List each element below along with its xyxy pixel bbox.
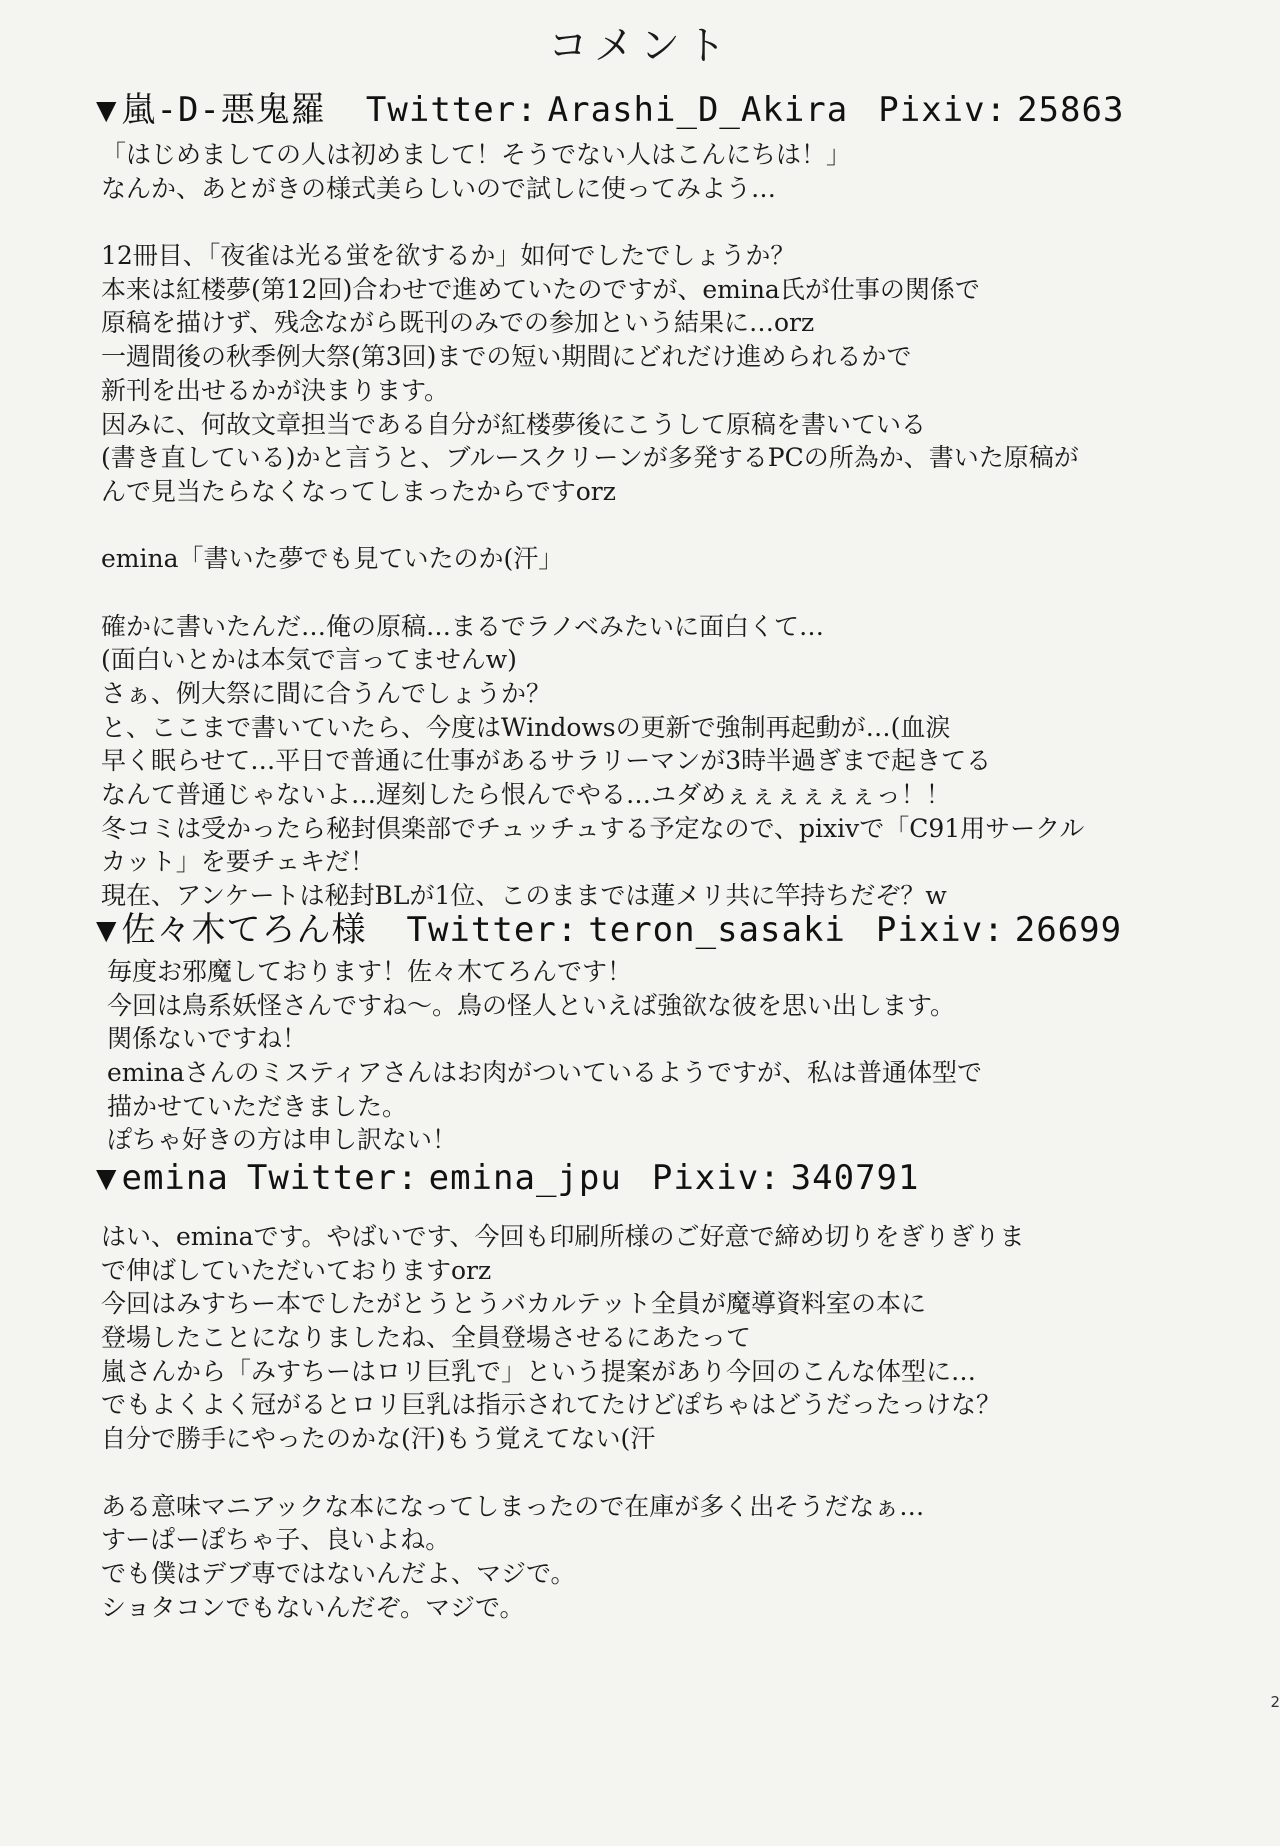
comment-line: 自分で勝手にやったのかな(汗)もう覚えてない(汗 — [101, 1424, 656, 1454]
pixiv-label: Pixiv: — [878, 90, 1008, 130]
comment-line: で伸ばしていただいておりますorz — [101, 1255, 492, 1285]
twitter-label: Twitter: — [406, 910, 579, 950]
comment-line — [101, 576, 1211, 610]
page-number: 2 — [1270, 1693, 1280, 1711]
comment-line: 新刊を出せるかが決まります。 — [101, 375, 450, 405]
comment-line: eminaさんのミスティアさんはお肉がついているようですが、私は普通体型で — [107, 1058, 983, 1088]
section-header-teron — [96, 902, 1122, 951]
comment-line: ある意味マニアックな本になってしまったので在庫が多く出そうだなぁ… — [101, 1491, 925, 1521]
author-name: 嵐-D-悪鬼羅 — [121, 90, 326, 130]
comment-line: 早く眠らせて…平日で普通に仕事があるサラリーマンが3時半過ぎまで起きてる — [101, 746, 992, 776]
comment-line: カット」を要チェキだ！ — [101, 847, 376, 877]
comment-line: さぁ、例大祭に間に合うんでしょうか？ — [101, 679, 552, 708]
comment-line: 一週間後の秋季例大祭(第3回)までの短い期間にどれだけ進められるかで — [101, 342, 912, 372]
comment-line: ぽちゃ好きの方は申し訳ない！ — [107, 1125, 458, 1155]
section-header-emina — [96, 1158, 920, 1198]
comment-body-arashi — [101, 138, 1211, 913]
comment-line: なんて普通じゃないよ…遅刻したら恨んでやる…ユダめぇぇぇぇぇぇっ！！ — [101, 780, 951, 810]
pixiv-label: Pixiv: — [651, 1158, 781, 1198]
comment-line: 登場したことになりましたね、全員登場させるにあたって — [101, 1323, 752, 1353]
twitter-label: Twitter: — [365, 90, 538, 130]
page-title: コメント — [548, 23, 732, 69]
comment-line: 嵐さんから「みすちーはロリ巨乳で」という提案があり今回のこんな体型に… — [101, 1356, 977, 1386]
twitter-handle: emina_jpu — [428, 1158, 622, 1198]
comment-line: でも僕はデブ専ではないんだよ、マジで。 — [101, 1558, 576, 1588]
comment-line: 関係ないですね！ — [107, 1024, 308, 1054]
comment-line: すーぱーぽちゃ子、良いよね。 — [101, 1525, 451, 1555]
comment-line: 今回はみすちー本でしたがとうとうバカルテット全員が魔導資料室の本に — [101, 1289, 927, 1319]
comment-line: 今回は鳥系妖怪さんですね～。鳥の怪人といえば強欲な彼を思い出します。 — [107, 990, 956, 1020]
comment-line: 原稿を描けず、残念ながら既刊のみでの参加という結果に…orz — [101, 308, 815, 338]
comment-line: んで見当たらなくなってしまったからですorz — [101, 476, 616, 506]
comment-line — [101, 509, 1211, 543]
triangle-marker-icon: ▼ — [96, 1158, 118, 1198]
comment-body-emina — [101, 1220, 1211, 1624]
comment-line: 本来は紅楼夢(第12回)合わせで進めていたのですが、emina氏が仕事の関係で — [101, 274, 980, 304]
twitter-handle: Arashi_D_Akira — [547, 90, 849, 130]
comment-line: (面白いとかは本気で言ってませんw) — [101, 645, 517, 675]
comment-line: 冬コミは受かったら秘封倶楽部でチュッチュする予定なので、pixivで「C91用サークル — [101, 813, 1085, 843]
pixiv-id: 340791 — [790, 1158, 920, 1198]
section-header-arashi — [96, 82, 1124, 131]
comment-line: 「はじめましての人は初めまして！そうでない人はこんにちは！」 — [101, 140, 852, 169]
comment-line: emina「書いた夢でも見ていたのか(汗」 — [101, 544, 564, 574]
comment-line: 現在、アンケートは秘封BLが1位、このままでは蓮メリ共に竿持ちだぞ？w — [101, 881, 947, 911]
comment-body-teron — [107, 955, 1217, 1157]
author-name: emina — [121, 1158, 229, 1198]
comment-line — [101, 205, 1211, 239]
comment-line: 因みに、何故文章担当である自分が紅楼夢後にこうして原稿を書いている — [101, 409, 927, 439]
comment-line: なんか、あとがきの様式美らしいので試しに使ってみよう… — [101, 173, 777, 203]
triangle-marker-icon: ▼ — [96, 910, 118, 950]
twitter-label: Twitter: — [246, 1158, 419, 1198]
comment-line: ショタコンでもないんだぞ。マジで。 — [101, 1592, 525, 1622]
comment-line: 確かに書いたんだ…俺の原稿…まるでラノベみたいに面白くて… — [101, 611, 825, 641]
comment-line: と、ここまで書いていたら、今度はWindowsの更新で強制再起動が…(血涙 — [101, 712, 951, 742]
comment-line: 描かせていただきました。 — [107, 1091, 408, 1121]
comment-line: はい、eminaです。やばいです、今回も印刷所様のご好意で締め切りをぎりぎりま — [101, 1222, 1025, 1251]
comment-line: 12冊目、「夜雀は光る蛍を欲するか」如何でしたでしょうか？ — [101, 241, 796, 271]
comment-line: でもよくよく冠がるとロリ巨乳は指示されてたけどぽちゃはどうだったっけな？ — [101, 1390, 1002, 1420]
pixiv-label: Pixiv: — [875, 910, 1005, 950]
comment-line: 毎度お邪魔しております！佐々木てろんです！ — [107, 957, 633, 986]
pixiv-id: 25863 — [1017, 90, 1125, 130]
pixiv-id: 26699 — [1014, 910, 1123, 950]
author-name: 佐々木てろん様 — [121, 910, 367, 950]
comment-line: (書き直している)かと言うと、ブルースクリーンが多発するPCの所為か、書いた原稿が — [101, 443, 1079, 473]
comment-line — [101, 1456, 1211, 1490]
triangle-marker-icon: ▼ — [96, 90, 118, 130]
twitter-handle: teron_sasaki — [588, 910, 846, 950]
